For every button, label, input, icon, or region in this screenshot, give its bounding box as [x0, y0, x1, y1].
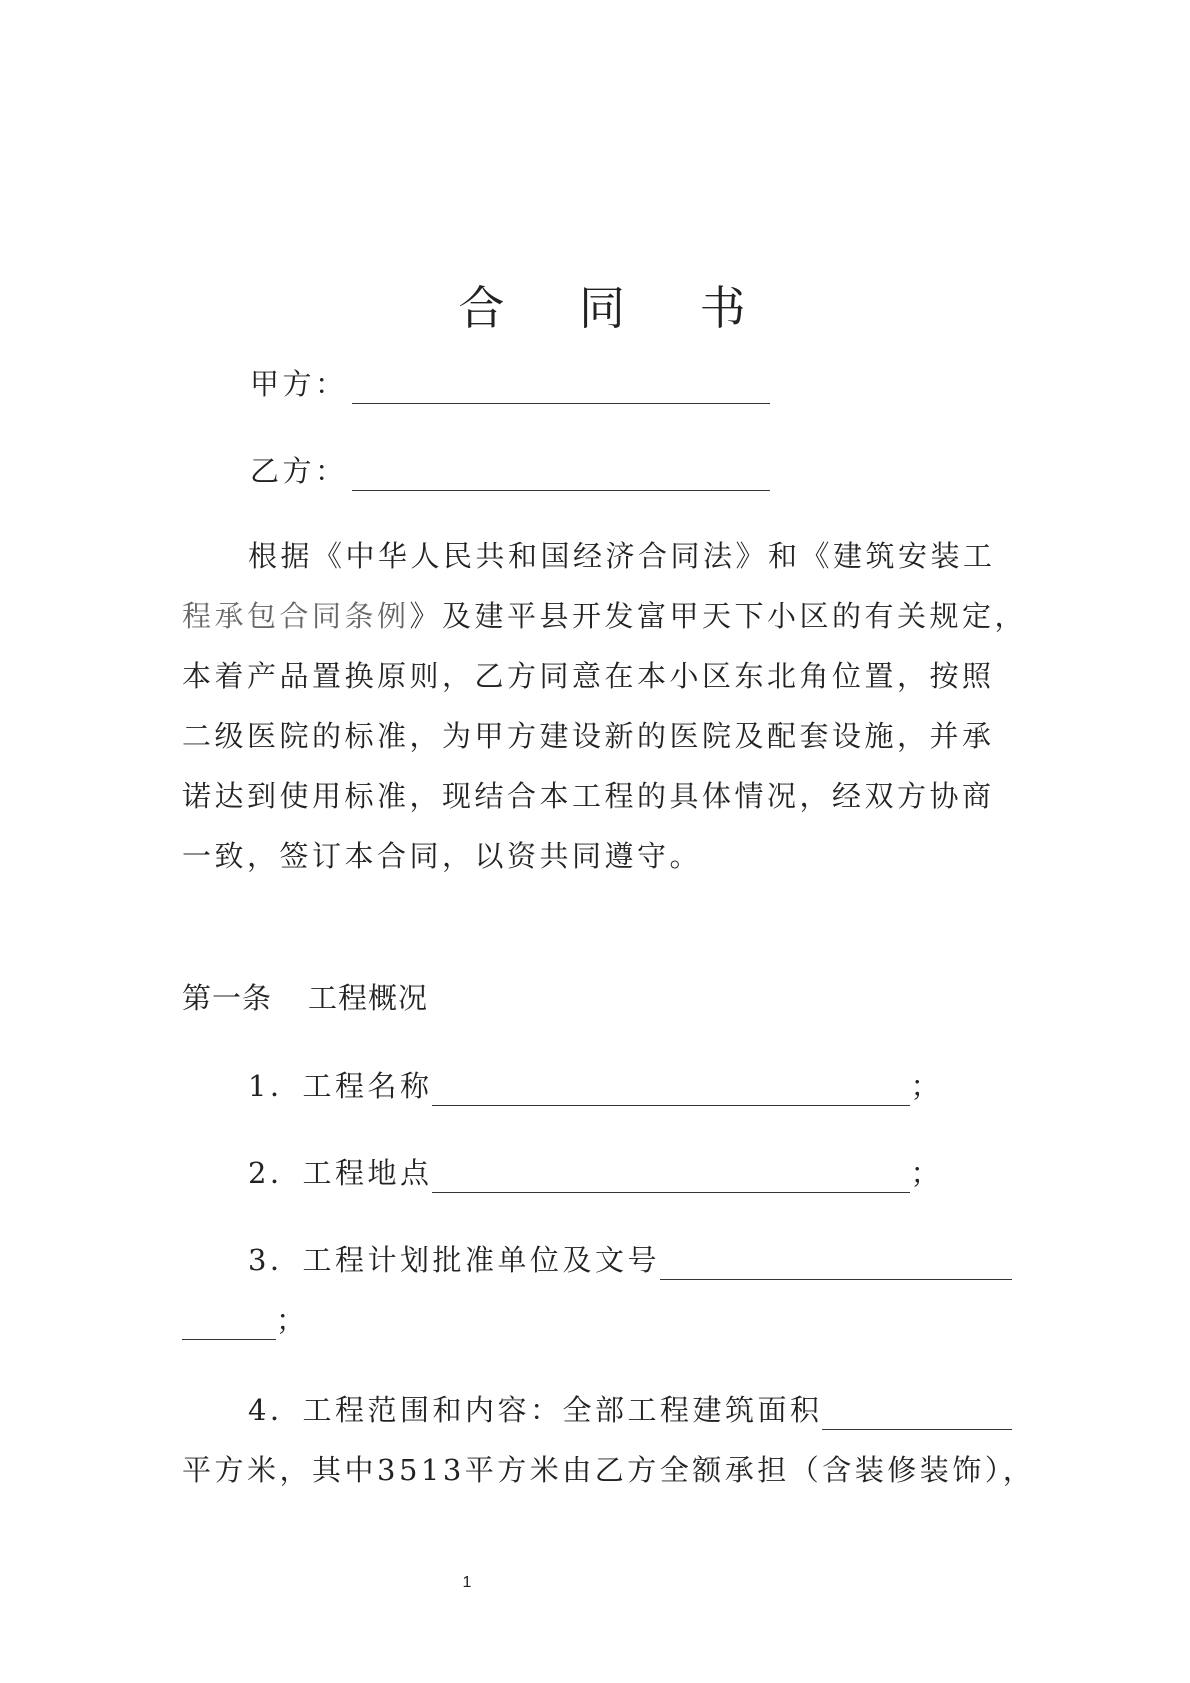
item-2-line: [248, 1153, 943, 1193]
section-1-number: 第一条: [182, 981, 273, 1015]
intro-line-1: 根据《中华人民共和国经济合同法》和《建筑安装工: [248, 539, 996, 573]
item-4-line: [248, 1390, 1012, 1430]
item-3-line: [248, 1240, 1012, 1280]
item-3-label: 3．工程计划批准单位及文号: [248, 1243, 660, 1277]
item-2-end: ；: [910, 1156, 943, 1190]
item-4-label: 4．工程范围和内容：全部工程建筑面积: [248, 1393, 823, 1427]
intro-line-6: 一致，签订本合同，以资共同遵守。: [182, 839, 703, 873]
item-1-blank[interactable]: [432, 1075, 910, 1106]
intro-line-3: 本着产品置换原则，乙方同意在本小区东北角位置，按照: [182, 659, 995, 693]
section-1-title: 工程概况: [308, 981, 429, 1015]
item-3-end: ；: [276, 1303, 309, 1337]
item-3-blank-cont[interactable]: [182, 1309, 276, 1340]
item-4-blank[interactable]: [822, 1399, 1012, 1430]
party-a-blank[interactable]: [352, 373, 770, 404]
party-a-line: [250, 364, 770, 404]
item-1-end: ；: [910, 1069, 943, 1103]
item-2-label: 2．工程地点: [248, 1156, 433, 1190]
intro-line-2-gray: 程承包合同条例: [182, 599, 410, 633]
party-b-line: [250, 451, 770, 491]
party-a-label: 甲方：: [250, 367, 348, 401]
item-1-label: 1．工程名称: [248, 1069, 433, 1103]
section-1-heading: [182, 978, 428, 1018]
item-4-line-2: 平方米，其中3513平方米由乙方全额承担（含装修装饰），: [182, 1453, 1036, 1487]
intro-line-2: [182, 596, 1027, 636]
intro-line-5: 诺达到使用标准，现结合本工程的具体情况，经双方协商: [182, 779, 995, 813]
item-3-line-cont: [182, 1300, 309, 1340]
item-1-line: [248, 1066, 943, 1106]
item-3-blank[interactable]: [660, 1249, 1012, 1280]
item-2-blank[interactable]: [432, 1162, 910, 1193]
party-b-blank[interactable]: [352, 460, 770, 491]
document-title: 合 同 书: [458, 281, 776, 335]
page-number: 1: [462, 1574, 472, 1591]
party-b-label: 乙方：: [250, 454, 348, 488]
intro-line-4: 二级医院的标准，为甲方建设新的医院及配套设施，并承: [182, 719, 995, 753]
intro-line-2-rest: 》及建平县开发富甲天下小区的有关规定，: [409, 599, 1028, 633]
